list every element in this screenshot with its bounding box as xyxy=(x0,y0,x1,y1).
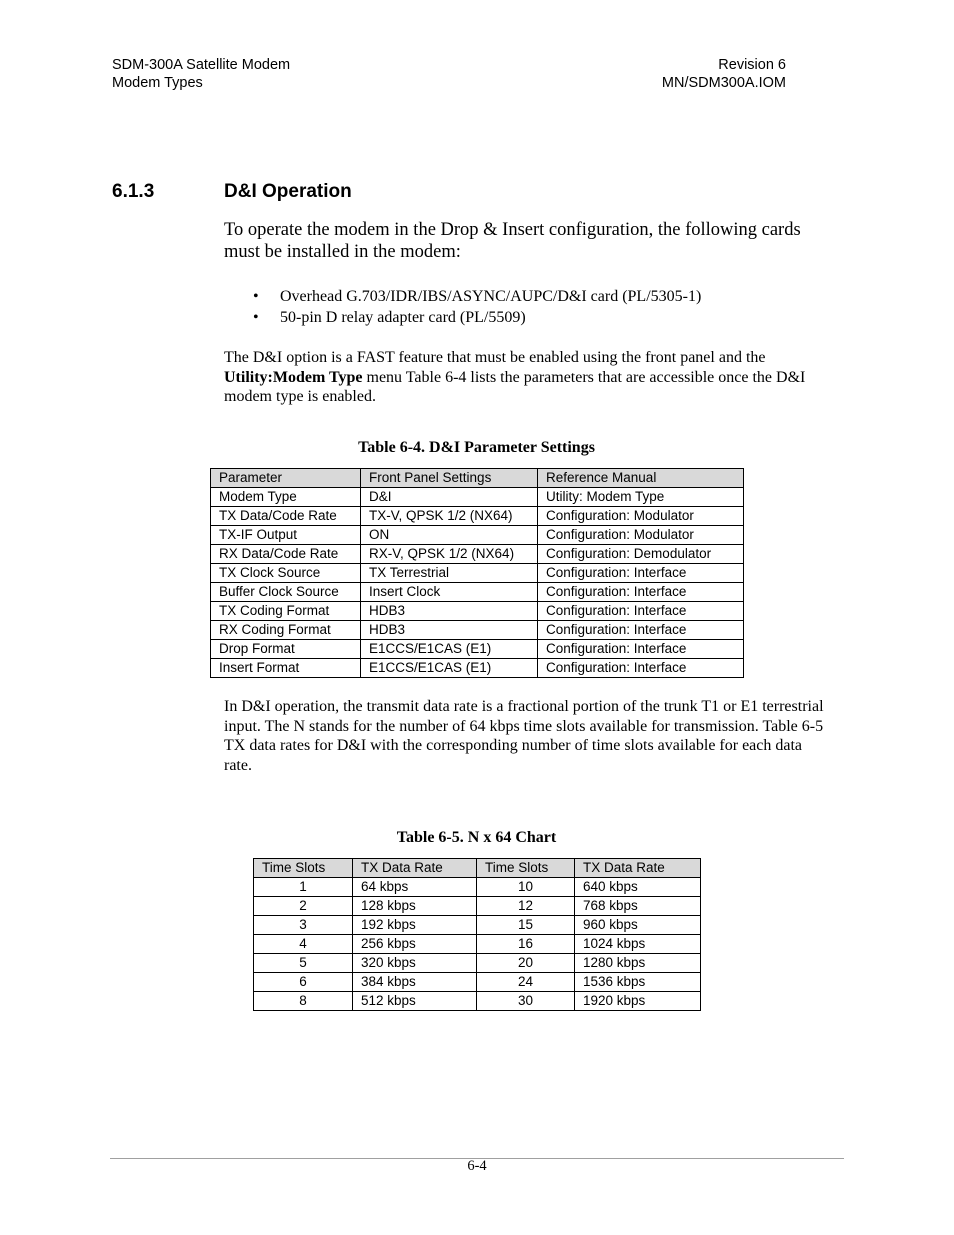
page-number: 6-4 xyxy=(467,1158,487,1174)
table-row xyxy=(254,935,701,954)
page-header-right xyxy=(600,56,786,92)
table-row xyxy=(211,488,744,507)
table-cell: TX Terrestrial xyxy=(361,564,538,583)
table-cell: 1920 kbps xyxy=(575,992,701,1011)
table-cell: Modem Type xyxy=(211,488,361,507)
list-item: • Overhead G.703/IDR/IBS/ASYNC/AUPC/D&I card (PL/5305-1) xyxy=(248,286,701,307)
table-cell: E1CCS/E1CAS (E1) xyxy=(361,659,538,678)
table-row xyxy=(211,526,744,545)
table-cell: TX-IF Output xyxy=(211,526,361,545)
table-cell: Configuration: Interface xyxy=(538,640,744,659)
table-cell: 1536 kbps xyxy=(575,973,701,992)
table-cell: HDB3 xyxy=(361,602,538,621)
table-row xyxy=(211,545,744,564)
table-row xyxy=(211,602,744,621)
column-header: TX Data Rate xyxy=(575,859,701,878)
table-cell: RX Coding Format xyxy=(211,621,361,640)
table-cell: 384 kbps xyxy=(353,973,477,992)
header-doc-number: MN/SDM300A.IOM xyxy=(661,75,786,91)
table-cell: Configuration: Demodulator xyxy=(538,545,744,564)
fast-feature-paragraph xyxy=(224,348,824,407)
table-cell: 15 xyxy=(477,916,575,935)
column-header: Parameter xyxy=(211,469,361,488)
table-cell: 512 kbps xyxy=(353,992,477,1011)
column-header: Time Slots xyxy=(254,859,353,878)
table-cell: Configuration: Modulator xyxy=(538,507,744,526)
header-chapter-title: Modem Types xyxy=(112,75,203,91)
list-item: • 50-pin D relay adapter card (PL/5509) xyxy=(248,307,701,328)
header-revision: Revision 6 xyxy=(718,57,786,73)
intro-paragraph: To operate the modem in the Drop & Insert configuration, the following cards must be installed in the modem: xyxy=(224,220,801,262)
table-row xyxy=(254,916,701,935)
table-cell: E1CCS/E1CAS (E1) xyxy=(361,640,538,659)
table-cell: Drop Format xyxy=(211,640,361,659)
table-row xyxy=(211,583,744,602)
table-cell: Insert Clock xyxy=(361,583,538,602)
paragraph-text: The D&I option is a FAST feature that must be enabled using the front panel and the xyxy=(224,349,766,366)
table-cell: 3 xyxy=(254,916,353,935)
section-title: D&I Operation xyxy=(224,181,352,202)
table-cell: 1 xyxy=(254,878,353,897)
table-cell: Configuration: Interface xyxy=(538,659,744,678)
table-cell: 4 xyxy=(254,935,353,954)
table-cell: 64 kbps xyxy=(353,878,477,897)
table-cell: Buffer Clock Source xyxy=(211,583,361,602)
table-cell: 12 xyxy=(477,897,575,916)
table-cell: 24 xyxy=(477,973,575,992)
table-cell: 192 kbps xyxy=(353,916,477,935)
page-header-left xyxy=(112,56,290,92)
table-cell: 2 xyxy=(254,897,353,916)
table-header-row xyxy=(211,469,744,488)
table-cell: Configuration: Interface xyxy=(538,564,744,583)
table-row xyxy=(211,659,744,678)
table-row xyxy=(254,954,701,973)
table-cell: 10 xyxy=(477,878,575,897)
nx64-chart-table xyxy=(253,858,701,1011)
table-cell: Insert Format xyxy=(211,659,361,678)
table-cell: Configuration: Interface xyxy=(538,602,744,621)
column-header: Front Panel Settings xyxy=(361,469,538,488)
table-row xyxy=(211,564,744,583)
table-cell: 5 xyxy=(254,954,353,973)
table-cell: 1024 kbps xyxy=(575,935,701,954)
column-header: Reference Manual xyxy=(538,469,744,488)
table-cell: 256 kbps xyxy=(353,935,477,954)
table-cell: D&I xyxy=(361,488,538,507)
table-cell: 960 kbps xyxy=(575,916,701,935)
table-cell: HDB3 xyxy=(361,621,538,640)
table-row xyxy=(211,507,744,526)
table-cell: Configuration: Interface xyxy=(538,583,744,602)
table-cell: RX Data/Code Rate xyxy=(211,545,361,564)
table-cell: TX Coding Format xyxy=(211,602,361,621)
table-row xyxy=(211,621,744,640)
table-cell: 20 xyxy=(477,954,575,973)
table-row xyxy=(254,973,701,992)
table-cell: 16 xyxy=(477,935,575,954)
di-parameter-table xyxy=(210,468,744,678)
table-cell: TX-V, QPSK 1/2 (NX64) xyxy=(361,507,538,526)
table-header-row xyxy=(254,859,701,878)
required-cards-list xyxy=(248,286,701,328)
table-cell: 640 kbps xyxy=(575,878,701,897)
table-row xyxy=(254,992,701,1011)
table-cell: 128 kbps xyxy=(353,897,477,916)
menu-reference: Utility:Modem Type xyxy=(224,368,363,386)
table-row xyxy=(254,878,701,897)
table-cell: TX Data/Code Rate xyxy=(211,507,361,526)
column-header: Time Slots xyxy=(477,859,575,878)
table-cell: 1280 kbps xyxy=(575,954,701,973)
table-cell: Utility: Modem Type xyxy=(538,488,744,507)
table-cell: 8 xyxy=(254,992,353,1011)
table-cell: Configuration: Interface xyxy=(538,621,744,640)
table-cell: RX-V, QPSK 1/2 (NX64) xyxy=(361,545,538,564)
column-header: TX Data Rate xyxy=(353,859,477,878)
di-rate-paragraph: In D&I operation, the transmit data rate is a fractional portion of the trunk T1 or E1 terrestrial input. The N stands for the number of 64 kbps time slots available for transmission. Table 6-5 TX data rates for D&I with the corresponding number of time slots available for each data rate. xyxy=(224,698,824,775)
header-document-title: SDM-300A Satellite Modem xyxy=(112,57,291,73)
section-number: 6.1.3 xyxy=(112,181,155,202)
paragraph-text: menu Table 6-4 lists the parameters that are accessible once the D&I modem type is enabled. xyxy=(224,368,806,405)
table-cell: ON xyxy=(361,526,538,545)
table-row xyxy=(211,640,744,659)
table-cell: TX Clock Source xyxy=(211,564,361,583)
table-cell: 30 xyxy=(477,992,575,1011)
table-cell: 768 kbps xyxy=(575,897,701,916)
table-cell: Configuration: Modulator xyxy=(538,526,744,545)
table-cell: 320 kbps xyxy=(353,954,477,973)
table-caption: Table 6-4. D&I Parameter Settings xyxy=(358,439,595,456)
table-row xyxy=(254,897,701,916)
table-cell: 6 xyxy=(254,973,353,992)
table-caption: Table 6-5. N x 64 Chart xyxy=(396,829,557,846)
